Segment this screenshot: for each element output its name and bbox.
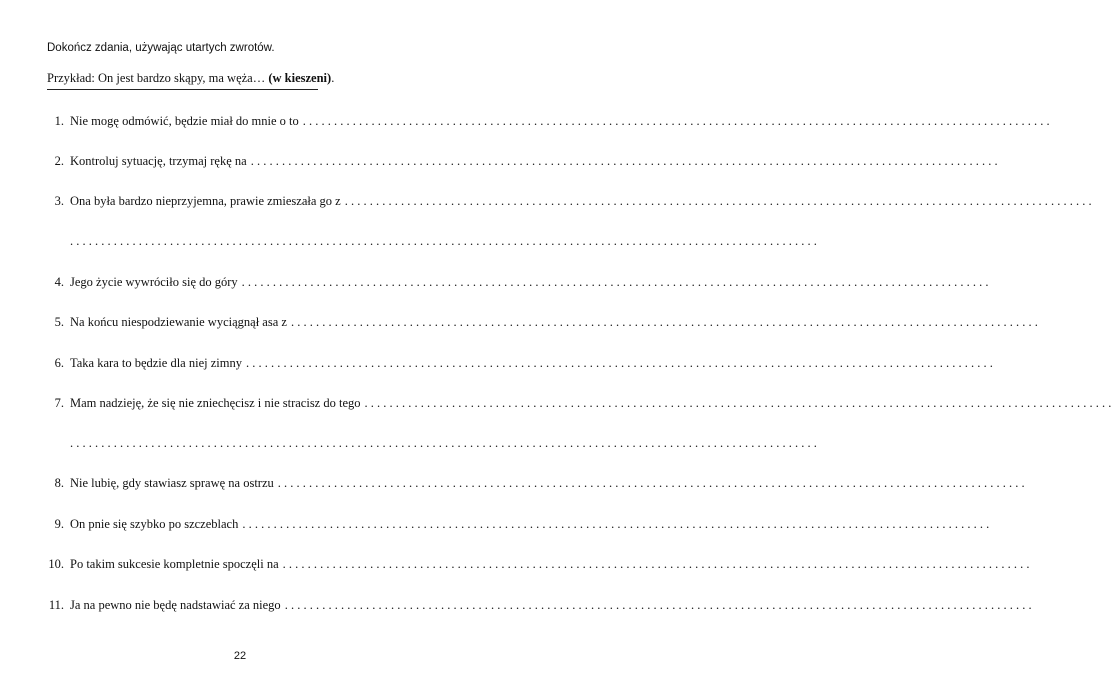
item-text: Po takim sukcesie kompletnie spoczęli na <box>70 557 279 571</box>
example-lead: Przykład: On jest bardzo skąpy, ma węża… <box>47 71 269 85</box>
example-underline <box>47 89 318 90</box>
item-number: 5. <box>54 315 64 329</box>
answer-blank-line: . . . . . . . . . . . . . . . . . . . . . . . . . . . . . . . . . . . . . . . . . . . . . . . . . . . . . . . . . . . . . . . . . . . . . . . . . . . . . . . . . . . . . . . . . . . . . . . . . . . . . . . . . . . . . . . . . . . . . . . . <box>344 194 1092 208</box>
item-number: 8. <box>54 476 64 490</box>
item-number: 1. <box>54 114 64 128</box>
answer-blank-line: . . . . . . . . . . . . . . . . . . . . . . . . . . . . . . . . . . . . . . . . . . . . . . . . . . . . . . . . . . . . . . . . . . . . . . . . . . . . . . . . . . . . . . . . . . . . . . . . . . . . . . . . . . . . . . . . . . . . . . . . <box>364 396 1111 410</box>
item-text: Nie lubię, gdy stawiasz sprawę na ostrzu <box>70 476 274 490</box>
item-text: Nie mogę odmówić, będzie miał do mnie o to <box>70 114 299 128</box>
item-number: 11. <box>48 598 64 612</box>
item-text: Taka kara to będzie dla niej zimny <box>70 356 242 370</box>
answer-blank-line: . . . . . . . . . . . . . . . . . . . . . . . . . . . . . . . . . . . . . . . . . . . . . . . . . . . . . . . . . . . . . . . . . . . . . . . . . . . . . . . . . . . . . . . . . . . . . . . . . . . . . . . . . . . . . . . . . . . . . . . . <box>242 517 990 531</box>
item-text: On pnie się szybko po szczeblach <box>70 517 239 531</box>
answer-blank-line: . . . . . . . . . . . . . . . . . . . . . . . . . . . . . . . . . . . . . . . . . . . . . . . . . . . . . . . . . . . . . . . . . . . . . . . . . . . . . . . . . . . . . . . . . . . . . . . . . . . . . . . . . . . . . . . . . . . . . . . . <box>277 476 1025 490</box>
answer-blank-line: . . . . . . . . . . . . . . . . . . . . . . . . . . . . . . . . . . . . . . . . . . . . . . . . . . . . . . . . . . . . . . . . . . . . . . . . . . . . . . . . . . . . . . . . . . . . . . . . . . . . . . . . . . . . . . . . . . . . . . . . <box>290 315 1038 329</box>
item-text: Ona była bardzo nieprzyjemna, prawie zmieszała go z <box>70 194 341 208</box>
item-text: Jego życie wywróciło się do góry <box>70 275 238 289</box>
item-text: Na końcu niespodziewanie wyciągnął asa z <box>70 315 287 329</box>
page-number: 22 <box>233 650 247 662</box>
answer-blank-line: . . . . . . . . . . . . . . . . . . . . . . . . . . . . . . . . . . . . . . . . . . . . . . . . . . . . . . . . . . . . . . . . . . . . . . . . . . . . . . . . . . . . . . . . . . . . . . . . . . . . . . . . . . . . . . . . . . . . . . . . <box>302 114 1050 128</box>
item-number: 9. <box>54 517 64 531</box>
item-number: 7. <box>54 396 64 410</box>
item-text: Ja na pewno nie będę nadstawiać za niego <box>70 598 281 612</box>
answer-blank-line: . . . . . . . . . . . . . . . . . . . . . . . . . . . . . . . . . . . . . . . . . . . . . . . . . . . . . . . . . . . . . . . . . . . . . . . . . . . . . . . . . . . . . . . . . . . . . . . . . . . . . . . . . . . . . . . . . . . . . . . . <box>284 598 1032 612</box>
item-text: Mam nadzieję, że się nie zniechęcisz i nie stracisz do tego <box>70 396 361 410</box>
item-number: 2. <box>54 154 64 168</box>
answer-blank-line: . . . . . . . . . . . . . . . . . . . . . . . . . . . . . . . . . . . . . . . . . . . . . . . . . . . . . . . . . . . . . . . . . . . . . . . . . . . . . . . . . . . . . . . . . . . . . . . . . . . . . . . . . . . . . . . . . . . . . . . . <box>70 436 817 450</box>
item-number: 6. <box>54 356 64 370</box>
answer-blank-line: . . . . . . . . . . . . . . . . . . . . . . . . . . . . . . . . . . . . . . . . . . . . . . . . . . . . . . . . . . . . . . . . . . . . . . . . . . . . . . . . . . . . . . . . . . . . . . . . . . . . . . . . . . . . . . . . . . . . . . . . <box>250 154 998 168</box>
answer-blank-line: . . . . . . . . . . . . . . . . . . . . . . . . . . . . . . . . . . . . . . . . . . . . . . . . . . . . . . . . . . . . . . . . . . . . . . . . . . . . . . . . . . . . . . . . . . . . . . . . . . . . . . . . . . . . . . . . . . . . . . . . <box>282 557 1030 571</box>
example-answer: (w kieszeni) <box>268 71 332 85</box>
answer-blank-line: . . . . . . . . . . . . . . . . . . . . . . . . . . . . . . . . . . . . . . . . . . . . . . . . . . . . . . . . . . . . . . . . . . . . . . . . . . . . . . . . . . . . . . . . . . . . . . . . . . . . . . . . . . . . . . . . . . . . . . . . <box>70 234 817 248</box>
example-tail: . <box>331 71 335 85</box>
item-text: Kontroluj sytuację, trzymaj rękę na <box>70 154 247 168</box>
item-number: 3. <box>54 194 64 208</box>
answer-blank-line: . . . . . . . . . . . . . . . . . . . . . . . . . . . . . . . . . . . . . . . . . . . . . . . . . . . . . . . . . . . . . . . . . . . . . . . . . . . . . . . . . . . . . . . . . . . . . . . . . . . . . . . . . . . . . . . . . . . . . . . . <box>245 356 993 370</box>
item-number: 4. <box>54 275 64 289</box>
exercise-instruction: Dokończ zdania, używając utartych zwrotów. <box>47 42 275 54</box>
item-number: 10. <box>48 557 64 571</box>
example-sentence <box>47 71 334 90</box>
answer-blank-line: . . . . . . . . . . . . . . . . . . . . . . . . . . . . . . . . . . . . . . . . . . . . . . . . . . . . . . . . . . . . . . . . . . . . . . . . . . . . . . . . . . . . . . . . . . . . . . . . . . . . . . . . . . . . . . . . . . . . . . . . <box>241 275 989 289</box>
